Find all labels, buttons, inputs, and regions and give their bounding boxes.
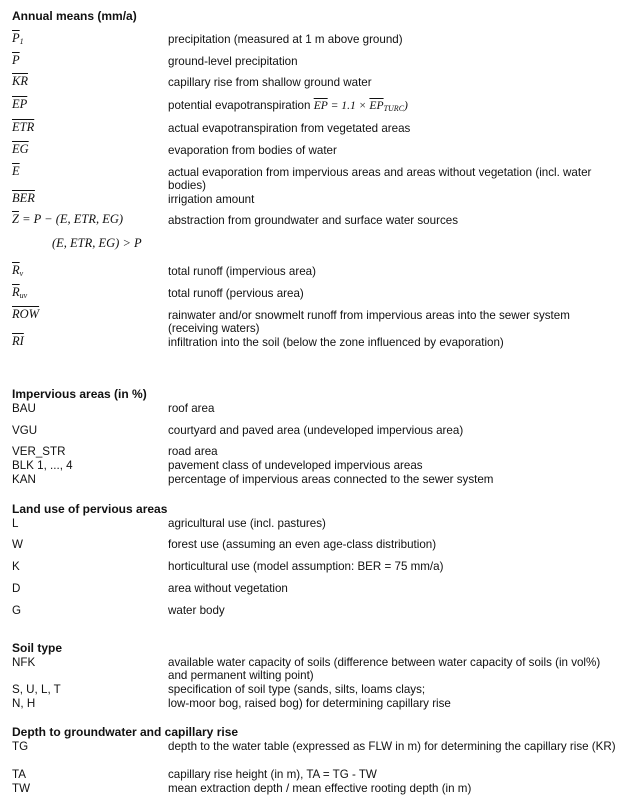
symbol-z: $\overline{Z} = P - (E$, ETR, EG)	[12, 212, 124, 226]
key-ver-str: VER_STR	[12, 445, 66, 458]
key-nh: N, H	[12, 697, 36, 710]
desc-tg: depth to the water table (expressed as FLW in m) for determining the capillary rise (KR)	[168, 740, 616, 753]
desc-ber: irrigation amount	[168, 193, 255, 206]
symbol-row: $\overline{ROW}$	[12, 307, 40, 321]
desc-eg: evaporation from bodies of water	[168, 144, 337, 157]
desc-tw: mean extraction depth / mean effective rooting depth (in m)	[168, 782, 472, 795]
symbol-p1: $\overline{P}_1$	[12, 31, 24, 46]
desc-z: abstraction from groundwater and surface water sources	[168, 214, 458, 227]
z-formula: = P − (E, ETR, EG)	[22, 212, 124, 226]
heading-impervious-areas: Impervious areas (in %)	[12, 387, 147, 401]
key-bau: BAU	[12, 402, 36, 415]
desc-d: area without vegetation	[168, 582, 288, 595]
heading-depth-groundwater: Depth to groundwater and capillary rise	[12, 725, 239, 739]
symbol-e: $\overline{E}$	[12, 164, 20, 178]
symbol-ber: $\overline{BER}$	[12, 191, 35, 205]
key-tw: TW	[12, 782, 31, 795]
desc-nfk: available water capacity of soils (difference between water capacity of soils (in vol%) and permanent wilting point)	[168, 656, 601, 682]
key-vgu: VGU	[12, 424, 38, 437]
symbol-eg: $\overline{EG}$	[12, 142, 29, 156]
key-k: K	[12, 560, 20, 573]
desc-w: forest use (assuming an even age-class distribution)	[168, 538, 437, 551]
desc-etr: actual evapotranspiration from vegetated areas	[168, 122, 411, 135]
key-sult: S, U, L, T	[12, 683, 61, 696]
z-condition: (E, ETR, EG) > P	[52, 236, 142, 250]
symbol-ruv: $\overline{R}_{uv}$	[12, 285, 28, 300]
key-ta: TA	[12, 768, 26, 781]
desc-row: rainwater and/or snowmelt runoff from impervious areas into the sewer system (receiving waters)	[168, 309, 570, 335]
desc-ver-str: road area	[168, 445, 218, 458]
heading-land-use: Land use of pervious areas	[12, 502, 168, 516]
desc-k: horticultural use (model assumption: BER = 75 mm/a)	[168, 560, 444, 573]
desc-vgu: courtyard and paved area (undeveloped impervious area)	[168, 424, 464, 437]
desc-ri: infiltration into the soil (below the zone influenced by evaporation)	[168, 336, 504, 349]
heading-annual-means: Annual means (mm/a)	[12, 9, 137, 23]
desc-kan: percentage of impervious areas connected to the sewer system	[168, 473, 494, 486]
desc-kr: capillary rise from shallow ground water	[168, 76, 372, 89]
key-g: G	[12, 604, 22, 617]
desc-blk: pavement class of undeveloped impervious areas	[168, 459, 423, 472]
desc-ruv: total runoff (pervious area)	[168, 287, 304, 300]
key-blk: BLK 1, ..., 4	[12, 459, 73, 472]
ep-equation: $\overline{EP} = 1.1 \times \overline{EP}_{TURC}$)	[313, 99, 408, 113]
desc-sult: specification of soil type (sands, silts, loams clays;	[168, 683, 426, 696]
desc-p: ground-level precipitation	[168, 55, 298, 68]
desc-e: actual evaporation from impervious areas and areas without vegetation (incl. water bodies)	[168, 166, 592, 192]
symbol-etr: $\overline{ETR}$	[12, 120, 35, 134]
heading-soil-type: Soil type	[12, 641, 63, 655]
desc-nh: low-moor bog, raised bog) for determining capillary rise	[168, 697, 451, 710]
desc-rv: total runoff (impervious area)	[168, 265, 316, 278]
desc-bau: roof area	[168, 402, 215, 415]
symbol-kr: $\overline{KR}$	[12, 74, 28, 88]
key-d: D	[12, 582, 21, 595]
symbol-ri: $\overline{RI}$	[12, 334, 24, 348]
desc-p1: precipitation (measured at 1 m above ground)	[168, 33, 403, 46]
desc-l: agricultural use (incl. pastures)	[168, 517, 326, 530]
symbol-ep: $\overline{EP}$	[12, 97, 28, 111]
key-l: L	[12, 517, 19, 530]
key-w: W	[12, 538, 23, 551]
symbol-rv: $\overline{R}_v$	[12, 263, 24, 278]
symbol-p: $\overline{P}$	[12, 53, 20, 67]
key-tg: TG	[12, 740, 29, 753]
desc-ep: potential evapotranspiration $\overline{EP} = 1.1 \times \overline{EP}_{TURC}$)	[168, 99, 408, 113]
desc-ta: capillary rise height (in m), TA = TG - TW	[168, 768, 377, 781]
key-kan: KAN	[12, 473, 36, 486]
desc-g: water body	[168, 604, 225, 617]
key-nfk: NFK	[12, 656, 36, 669]
